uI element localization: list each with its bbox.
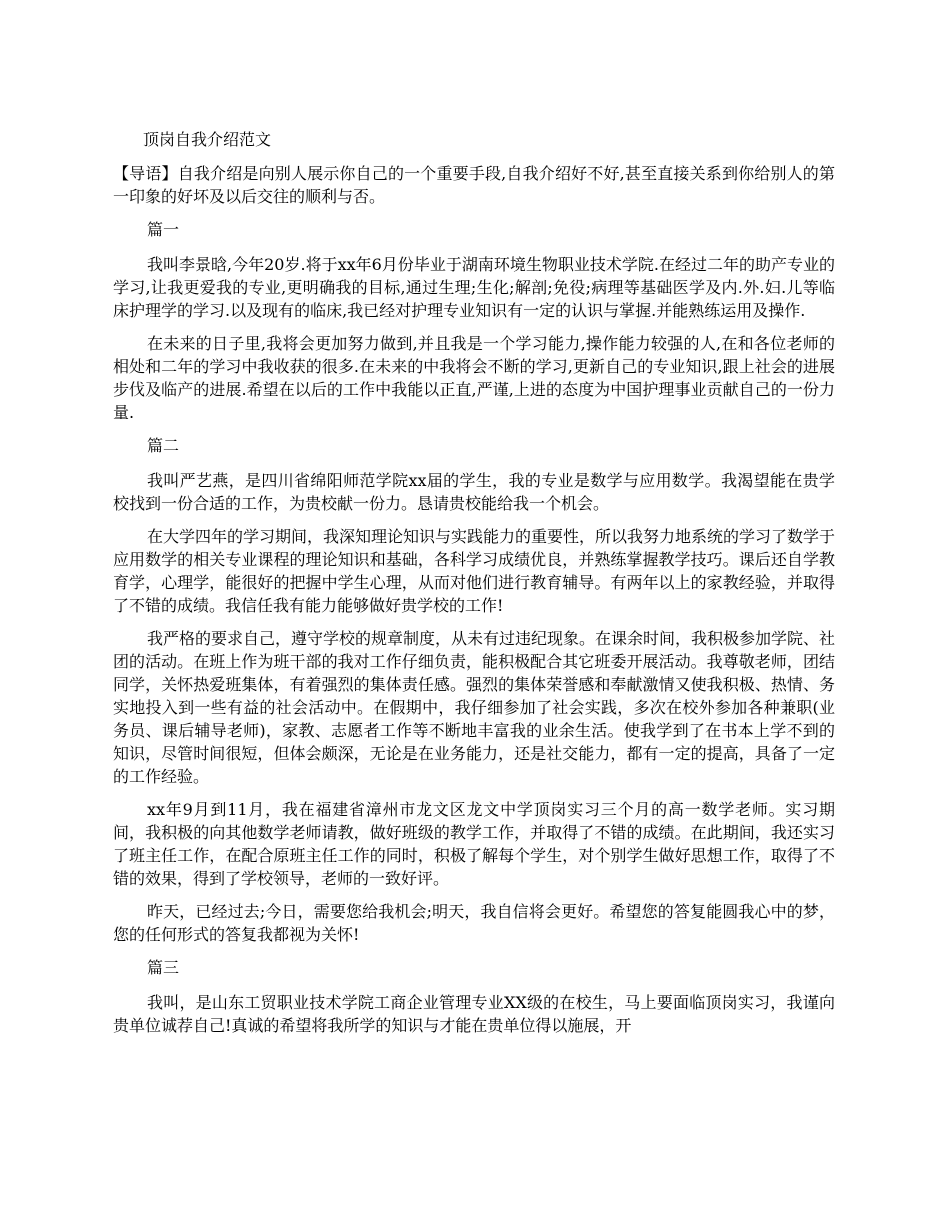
section-heading-1: 篇一 xyxy=(147,220,180,239)
section-heading-3: 篇三 xyxy=(147,958,180,977)
document-title: 顶岗自我介绍范文 xyxy=(143,130,272,149)
section2-paragraph-5: 昨天，已经过去;今日，需要您给我机会;明天，我自信将会更好。希望您的答复能圆我心中的梦，您的任何形式的答复我都视为关怀! xyxy=(113,902,835,944)
section2-paragraph-1: 我叫严艺燕，是四川省绵阳师范学院xx届的学生，我的专业是数学与应用数学。我渴望能在贵学校找到一份合适的工作，为贵校献一份力。恳请贵校能给我一个机会。 xyxy=(113,471,835,513)
section2-paragraph-3: 我严格的要求自己，遵守学校的规章制度，从未有过违纪现象。在课余时间，我积极参加学院、社团的活动。在班上作为班干部的我对工作仔细负责，能积极配合其它班委开展活动。我尊敬老师，团结同学，关怀热爱班集体，有着强烈的集体责任感。强烈的集体荣誉感和奉献激情又使我积极、热情、务实地投入到一些有益的社会活动中。在假期中，我仔细参加了社会实践，多次在校外参加各种兼职(业务员、课后辅导老师)，家教、志愿者工作等不断地丰富我的业余生活。使我学到了在书本上学不到的知识，尽管时间很短，但体会颇深，无论是在业务能力，还是社交能力，都有一定的提高，具备了一定的工作经验。 xyxy=(113,629,836,786)
document-body xyxy=(113,128,835,1047)
section1-paragraph-1: 我叫李景晗,今年20岁.将于xx年6月份毕业于湖南环境生物职业技术学院.在经过二年的助产专业的学习,让我更爱我的专业,更明确我的目标,通过生理;生化;解剖;免役;病理等基础医学及内.外.妇.儿等临床护理学的学习.以及现有的临床,我已经对护理专业知识有一定的认识与掌握.并能熟练运用及操作. xyxy=(113,255,835,320)
lead-paragraph: 【导语】自我介绍是向别人展示你自己的一个重要手段,自我介绍好不好,甚至直接关系到你给别人的第一印象的好坏及以后交往的顺利与否。 xyxy=(113,164,835,206)
section3-paragraph-1: 我叫，是山东工贸职业技术学院工商企业管理专业XX级的在校生，马上要面临顶岗实习，我谨向贵单位诚荐自己!真诚的希望将我所学的知识与才能在贵单位得以施展，开 xyxy=(113,993,835,1035)
section2-paragraph-2: 在大学四年的学习期间，我深知理论知识与实践能力的重要性，所以我努力地系统的学习了数学于应用数学的相关专业课程的理论知识和基础，各科学习成绩优良，并熟练掌握教学技巧。课后还自学教育学，心理学，能很好的把握中学生心理，从而对他们进行教育辅导。有两年以上的家教经验，并取得了不错的成绩。我信任我有能力能够做好贵学校的工作! xyxy=(113,527,836,615)
section1-paragraph-2: 在未来的日子里,我将会更加努力做到,并且我是一个学习能力,操作能力较强的人,在和各位老师的相处和二年的学习中我收获的很多.在未来的中我将会不断的学习,更新自己的专业知识,跟上社会的进展步伐及临产的进展.希望在以后的工作中我能以正直,严谨,上进的态度为中国护理事业贡献自己的一份力量. xyxy=(113,334,835,422)
section-heading-2: 篇二 xyxy=(147,436,180,455)
section2-paragraph-4: xx年9月到11月，我在福建省漳州市龙文区龙文中学顶岗实习三个月的高一数学老师。实习期间，我积极的向其他数学老师请教，做好班级的教学工作，并取得了不错的成绩。在此期间，我还实习了班主任工作，在配合原班主任工作的同时，积极了解每个学生，对个别学生做好思想工作，取得了不错的效果，得到了学校领导，老师的一致好评。 xyxy=(113,800,835,888)
